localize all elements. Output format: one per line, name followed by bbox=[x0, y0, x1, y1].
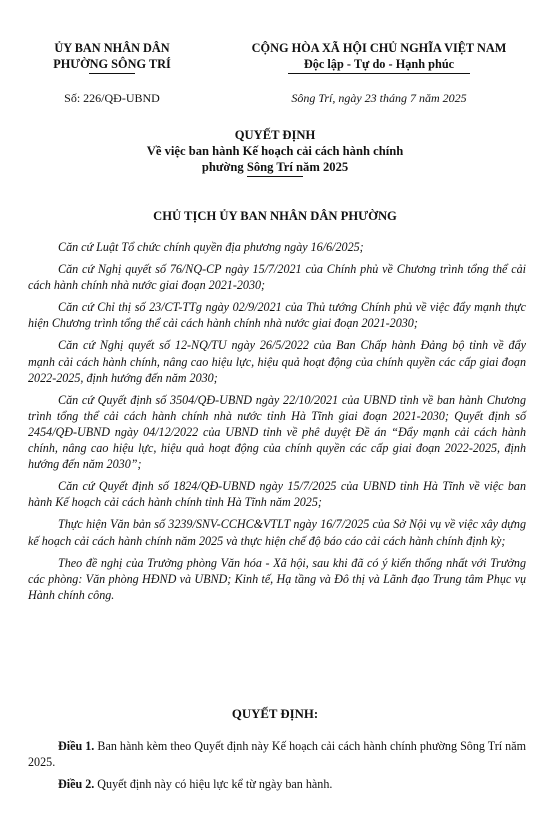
legal-basis-paragraph: Thực hiện Văn bản số 3239/SNV-CCHC&VTLT ngày 16/7/2025 của Sở Nội vụ về việc xây dựng kế hoạch cải cách hành chính năm 2025 và thực hiện chế độ báo cáo cải cách hành chính định kỳ; bbox=[28, 517, 526, 548]
authority-heading: CHỦ TỊCH ỦY BAN NHÂN DÂN PHƯỜNG bbox=[153, 209, 397, 223]
title-underline bbox=[247, 176, 303, 177]
article-1 bbox=[28, 738, 526, 770]
issuer-line-1: ỦY BAN NHÂN DÂN bbox=[54, 41, 170, 55]
issuer-underline bbox=[89, 73, 135, 74]
motto-underline bbox=[288, 73, 470, 74]
nation-name: CỘNG HÒA XÃ HỘI CHỦ NGHĨA VIỆT NAM bbox=[251, 41, 507, 55]
article-2-text: Quyết định này có hiệu lực kể từ ngày ban hành. bbox=[94, 777, 333, 792]
articles-section bbox=[28, 738, 526, 798]
legal-bases bbox=[28, 239, 526, 609]
place-and-date: Sông Trí, ngày 23 tháng 7 năm 2025 bbox=[291, 91, 467, 105]
subject-line-1: Về việc ban hành Kế hoạch cải cách hành chính bbox=[146, 144, 404, 158]
document-type-title: QUYẾT ĐỊNH bbox=[234, 128, 316, 142]
legal-basis-paragraph: Căn cứ Nghị quyết số 76/NQ-CP ngày 15/7/2021 của Chính phủ về Chương trình tổng thể cải cách hành chính nhà nước giai đoạn 2021-2030; bbox=[28, 262, 526, 293]
national-motto: Độc lập - Tự do - Hạnh phúc bbox=[303, 57, 455, 71]
legal-basis-paragraph: Căn cứ Luật Tổ chức chính quyền địa phương ngày 16/6/2025; bbox=[58, 240, 364, 254]
legal-basis-paragraph: Căn cứ Chỉ thị số 23/CT-TTg ngày 02/9/2021 của Thủ tướng Chính phủ về việc đẩy mạnh thực hiện Chương trình tổng thể cải cách hành chính nhà nước giai đoạn 2021-2030; bbox=[28, 300, 526, 331]
document-title-block bbox=[20, 127, 530, 177]
article-2 bbox=[28, 776, 526, 792]
legal-basis-paragraph: Căn cứ Nghị quyết số 12-NQ/TU ngày 26/5/2022 của Ban Chấp hành Đảng bộ tỉnh về đẩy mạnh cải cách hành chính, nâng cao hiệu lực, hiệu quả hoạt động của chính quyền các cấp giai đoạn 2022-2025, định hướng đến năm 2030; bbox=[28, 338, 526, 385]
subject-line-2: phường Sông Trí năm 2025 bbox=[201, 160, 349, 174]
national-header-block bbox=[214, 40, 544, 74]
document-number: Số: 226/QĐ-UBND bbox=[64, 91, 160, 105]
article-2-label: Điều 2. bbox=[58, 777, 95, 792]
legal-basis-paragraph: Theo đề nghị của Trưởng phòng Văn hóa - Xã hội, sau khi đã có ý kiến thống nhất với Trưởng các phòng: Văn phòng HĐND và UBND; Kinh tế, Hạ tầng và Đô thị và Lãnh đạo Trung tâm Phục vụ Hành chính công. bbox=[28, 555, 526, 602]
issuer-line-2: PHƯỜNG SÔNG TRÍ bbox=[53, 57, 171, 71]
decision-heading: QUYẾT ĐỊNH: bbox=[231, 707, 319, 721]
legal-basis-paragraph: Căn cứ Quyết định số 1824/QĐ-UBND ngày 15/7/2025 của UBND tỉnh Hà Tĩnh về việc ban hành Kế hoạch cải cách hành chính tỉnh Hà Tĩnh năm 2025; bbox=[28, 479, 526, 510]
issuer-block bbox=[28, 40, 196, 74]
article-1-label: Điều 1. bbox=[58, 739, 95, 753]
legal-basis-paragraph: Căn cứ Quyết định số 3504/QĐ-UBND ngày 22/10/2021 của UBND tỉnh về ban hành Chương trình tổng thể cải cách hành chính nhà nước tỉnh Hà Tĩnh giai đoạn 2021-2030; Quyết định số 2454/QĐ-UBND ngày 04/12/2022 của UBND tỉnh về phê duyệt Đề án “Đẩy mạnh cải cách hành chính, nâng cao hiệu lực, hiệu quả hoạt động của chính quyền các cấp giai đoạn 2022-2025, định hướng đến năm 2030”; bbox=[28, 392, 526, 472]
article-1-text: Ban hành kèm theo Quyết định này Kế hoạch cải cách hành chính phường Sông Trí năm 2025. bbox=[28, 739, 527, 770]
